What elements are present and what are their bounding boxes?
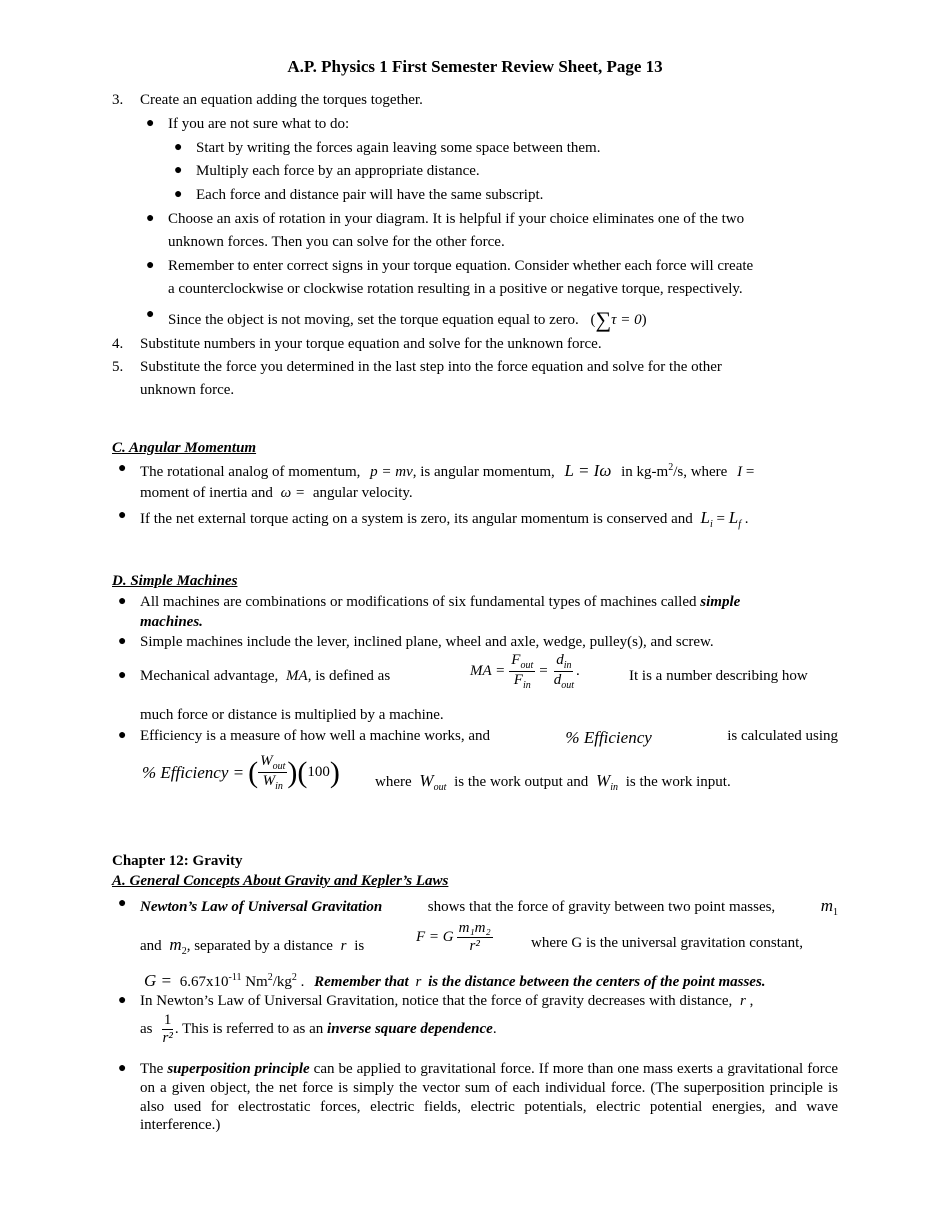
bullet-icon: ● [118, 668, 127, 683]
bullet-icon: ● [118, 461, 127, 476]
step-5-text-line-2: unknown force. [140, 382, 235, 398]
step-3-bullet-3-line-2: a counterclockwise or clockwise rotation resulting in a positive or negative torque, respectively. [168, 281, 743, 297]
gravitation-constant-line: $G = 6.67x10^{-11}$ $Nm^2/kg^2$ . Remember that r is the distance between the centers of the point masses. [144, 971, 766, 990]
bullet-icon: ● [118, 896, 127, 911]
step-3-bullet-3-line-1: Remember to enter correct signs in your torque equation. Consider whether each force will create [168, 258, 754, 274]
step-4-number: 4. [112, 336, 124, 352]
step-5-number: 5. [112, 359, 124, 375]
mechanical-advantage-description: It is a number describing how [629, 668, 808, 684]
step-3-sub-bullet: Multiply each force by an appropriate distance. [196, 163, 480, 179]
simple-machines-bullet-1-line-1: All machines are combinations or modifications of six fundamental types of machines called simple [140, 594, 741, 610]
bullet-icon: ● [174, 187, 183, 202]
bullet-icon: ● [146, 211, 155, 226]
step-3-sub-bullet: Each force and distance pair will have the same subscript. [196, 187, 544, 203]
bullet-icon: ● [118, 634, 127, 649]
efficiency-bullet-line-1: Efficiency is a measure of how well a machine works, and % Efficiency is calculated using [140, 728, 838, 747]
bullet-icon: ● [118, 594, 127, 609]
mechanical-advantage-line-2: much force or distance is multiplied by a machine. [140, 707, 444, 723]
bullet-icon: ● [118, 993, 127, 1008]
step-3-bullet-4 [168, 306, 647, 334]
efficiency-equation: % Efficiency = ( $\frac{W_{out}}{W_{in}}$ ) ( 100 ) [142, 753, 340, 792]
inverse-square-line-1: In Newton’s Law of Universal Gravitation, notice that the force of gravity decreases with distance, r , [140, 993, 754, 1009]
bullet-icon: ● [146, 116, 155, 131]
step-3-bullet-2-line-2: unknown forces. Then you can solve for the other force. [168, 234, 505, 250]
inverse-square-line-2: as $\frac{1}{\text{r²}}$ . This is referred to as an inverse square dependence . [140, 1012, 497, 1046]
bullet-icon: ● [118, 508, 127, 523]
simple-machines-bullet-1-line-2: machines. [140, 614, 203, 630]
step-3-sub-bullet: Start by writing the forces again leaving some space between them. [196, 140, 601, 156]
step-3-bullet-4-text: Since the object is not moving, set the torque equation equal to zero. [168, 312, 579, 328]
step-3-text: Create an equation adding the torques together. [140, 92, 423, 108]
step-4-text: Substitute numbers in your torque equation and solve for the unknown force. [140, 336, 602, 352]
section-c-heading: C. Angular Momentum [112, 440, 257, 456]
gravitation-equation: F = G $\frac{\text{m₁m₂}}{\text{r²}}$ [416, 920, 491, 954]
bullet-icon: ● [118, 1061, 127, 1076]
step-3-bullet-1: If you are not sure what to do: [168, 116, 350, 132]
chapter-12-heading: Chapter 12: Gravity [112, 853, 243, 869]
page-title: A.P. Physics 1 First Semester Review Sheet, Page 13 [287, 57, 663, 76]
mechanical-advantage-equation: MA = $\frac{F_{out}}{F_{in}}$ = $\frac{d_{in}}{d_{out}}$ . [470, 652, 580, 691]
superposition-paragraph: The superposition principle can be applied to gravitational force. If more than one mass exerts a gravitational force on a given object, the net force is simply the vector sum of each individual force. (The superposition principle is also used for electrostatic forces, electric fields, electric potentials, electric potential energies, and wave interference.) [140, 1061, 839, 1134]
bullet-icon: ● [118, 728, 127, 743]
bullet-icon: ● [146, 258, 155, 273]
chapter-12-subheading: A. General Concepts About Gravity and Kepler’s Laws [112, 873, 449, 889]
gravitation-constant-text: where G is the universal gravitation constant, [531, 935, 804, 951]
step-3-bullet-2-line-1: Choose an axis of rotation in your diagram. It is helpful if your choice eliminates one of the two [168, 211, 745, 227]
step-3-number: 3. [112, 92, 124, 108]
gravitation-bullet-line-1: Newton’s Law of Universal Gravitation shows that the force of gravity between two point masses, $m_1$ [140, 896, 838, 918]
angular-momentum-bullet-1-line-1: The rotational analog of momentum, p = mv, is angular momentum, L = Iω in $kg-m^2/s$, where I = [140, 461, 755, 480]
gravitation-bullet-line-2a: and $m_2$, separated by a distance r is [140, 935, 365, 957]
angular-momentum-bullet-2: If the net external torque acting on a system is zero, its angular momentum is conserved and $L_i = L_f$ . [140, 508, 749, 530]
efficiency-where: where $W_{out}$ is the work output and $W_{in}$ is the work input. [375, 771, 731, 793]
mechanical-advantage-label: Mechanical advantage, MA, is defined as [140, 668, 391, 684]
section-d-heading: D. Simple Machines [112, 573, 238, 589]
bullet-icon: ● [174, 140, 183, 155]
bullet-icon: ● [146, 307, 155, 322]
angular-momentum-bullet-1-line-2: moment of inertia and ω = angular velocity. [140, 485, 413, 501]
simple-machines-bullet-2: Simple machines include the lever, inclined plane, wheel and axle, wedge, pulley(s), and screw. [140, 634, 714, 650]
bullet-icon: ● [174, 163, 183, 178]
torque-equation: (∑τ = 0) [590, 307, 647, 332]
step-5-text-line-1: Substitute the force you determined in the last step into the force equation and solve for the other [140, 359, 722, 375]
